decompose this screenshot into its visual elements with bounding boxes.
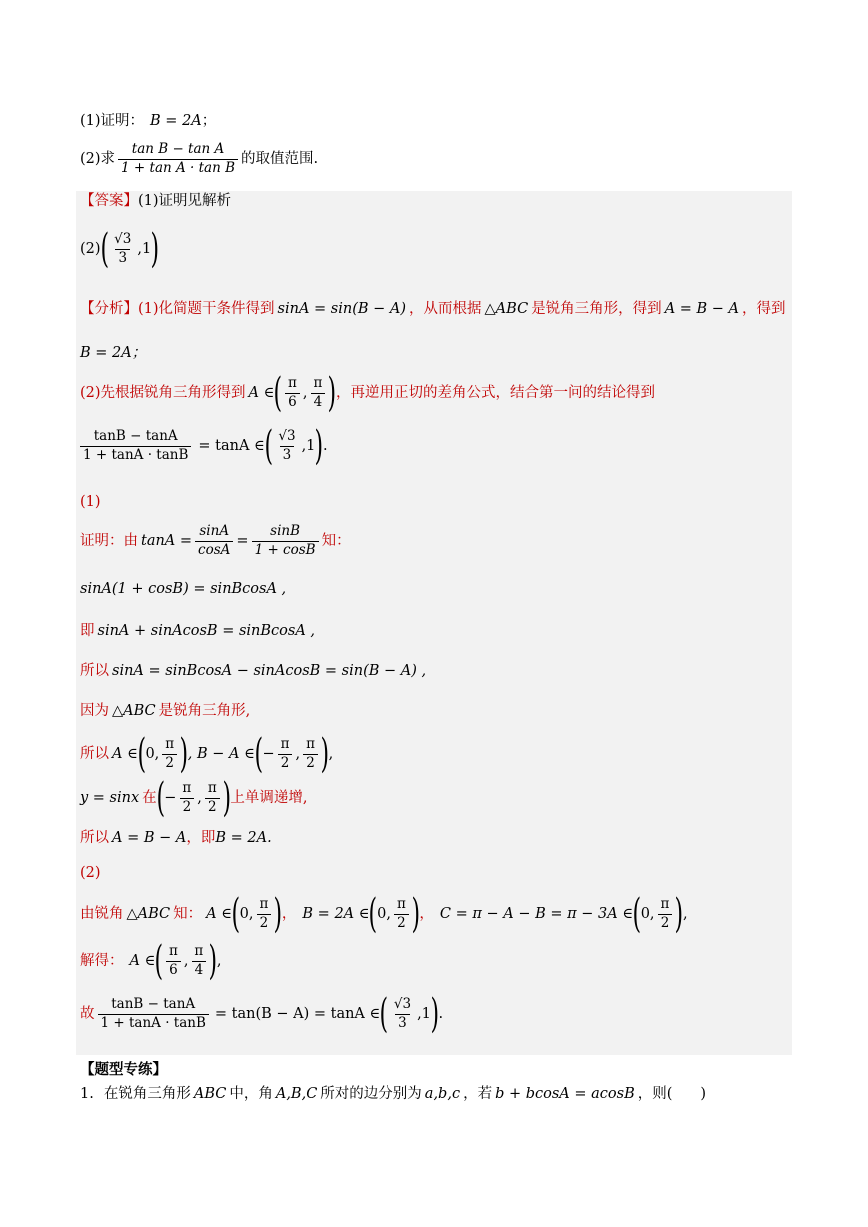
zero: 0,	[640, 905, 655, 922]
sol2-label	[80, 866, 101, 881]
q2-suffix: 的取值范围.	[241, 150, 319, 167]
analysis-eq: sinA = sin(B − A)	[277, 301, 407, 317]
interval-sqrt3: ( $\frac{√3}{3}$ ,1 )	[264, 423, 324, 469]
q1-suffix: ；	[201, 113, 217, 129]
minus: −	[262, 745, 275, 762]
analysis-line-3	[80, 370, 655, 416]
analysis-tag: 【分析】	[80, 301, 138, 317]
analysis-eq: A ∈	[248, 384, 275, 401]
sol-text: 即	[80, 623, 95, 639]
triangle-abc: △ABC	[112, 703, 156, 719]
pi: π	[660, 896, 670, 912]
zero: 0,	[145, 745, 160, 762]
sol-text: 知：	[173, 905, 203, 922]
numerator: tanB − tanA	[93, 428, 178, 444]
section-header: 【题型专练】	[80, 1062, 167, 1078]
zero: 0,	[377, 905, 391, 922]
sol1-line-7: y = sinx 在 ( − $\frac{\pi}{2}$ , $\frac{\pi}{2}$ ) 上单调递增,	[80, 775, 308, 821]
analysis-text: (2)先根据锐角三角形得到	[80, 384, 246, 401]
denominator: 3	[395, 1014, 410, 1031]
sol-eq: B = 2A.	[215, 830, 272, 846]
denominator: 2	[303, 754, 318, 771]
sol-eq: = tan(B − A) = tanA ∈	[214, 1005, 381, 1022]
sqrt: √3	[393, 996, 412, 1012]
pi: π	[287, 375, 297, 391]
denominator: 2	[180, 798, 195, 815]
pi: π	[306, 736, 315, 752]
sol2-line-2: 解得： A ∈ ( $\frac{\pi}{6}$ , $\frac{\pi}{4}$ ) ,	[80, 938, 222, 984]
sol-text: 所以	[80, 663, 109, 679]
part-label: (1)	[80, 494, 101, 510]
analysis-eq: = tanA ∈	[198, 437, 265, 454]
denominator: 4	[311, 393, 326, 410]
sol-eq: A ∈	[129, 952, 156, 969]
comma: ,	[683, 905, 688, 922]
sol-text: ，即	[186, 830, 216, 846]
sol1-line-3	[80, 624, 315, 639]
interval-tail: ,1	[301, 437, 316, 454]
denominator: 1 + cosB	[252, 541, 319, 558]
comma: ,	[328, 745, 334, 762]
sol-text: 在	[142, 789, 157, 806]
minus: −	[164, 789, 177, 806]
answer-den: 3	[115, 249, 130, 266]
sol-text: 解得：	[80, 952, 124, 969]
analysis-eq: B = 2A；	[80, 345, 147, 361]
q2-numerator: tan B − tan A	[131, 141, 225, 157]
sol-eq: C = π − A − B = π − 3A ∈	[439, 905, 634, 922]
answer-line-2	[80, 226, 160, 272]
sol1-label	[80, 495, 101, 510]
analysis-text: 是锐角三角形，得到	[531, 301, 662, 317]
sol-eq: sinA + sinAcosB = sinBcosA ,	[97, 623, 316, 639]
sol-eq: tanA =	[141, 532, 193, 549]
answer-line-1	[80, 194, 231, 209]
sol-text: 知：	[321, 532, 351, 549]
sol-text: 证明：由	[80, 532, 138, 549]
numerator: tanB − tanA	[111, 996, 196, 1012]
denominator: 2	[205, 798, 220, 815]
triangle-name: ABC	[193, 1086, 227, 1102]
answer-tag: 【答案】	[80, 193, 138, 209]
q2-fraction	[118, 143, 238, 175]
analysis-text: ，得到	[742, 301, 786, 317]
denominator: 1 + tanA · tanB	[80, 446, 191, 463]
period: .	[323, 437, 328, 454]
sol-text: 由锐角	[80, 905, 124, 922]
sol1-line-8	[80, 831, 272, 846]
numerator: sinA	[199, 523, 230, 539]
sol1-line-1: 证明：由 tanA = $\frac{\sin A}{\cos A}$ = $\frac{\sin B}{1 + \cos B}$ 知：	[80, 523, 351, 558]
denominator: cosA	[195, 541, 233, 558]
problem-text: 所对的边分别为	[320, 1086, 422, 1102]
sides: a,b,c	[424, 1086, 461, 1102]
analysis-text: (1)化简题干条件得到	[138, 301, 275, 317]
problem-text: 在锐角三角形	[103, 1086, 191, 1102]
answer-tail: ,1	[137, 240, 152, 257]
pi: π	[207, 780, 217, 796]
denominator: 1 + tanA · tanB	[98, 1014, 209, 1031]
sol-eq: B = 2A ∈	[302, 905, 370, 922]
denominator: 2	[162, 754, 177, 771]
analysis-eq: A = B − A	[664, 301, 740, 317]
pi: π	[165, 736, 175, 752]
q2-denominator: 1 + tan A · tan B	[118, 159, 238, 176]
problem-text: 中，角	[229, 1086, 273, 1102]
denominator: 6	[285, 393, 300, 410]
pi: π	[313, 375, 323, 391]
answer-sqrt: √3	[114, 231, 132, 247]
sol-eq: A = B − A	[112, 830, 187, 846]
sol2-line-1: 由锐角 △ABC 知： A ∈ ( 0, $\frac{\pi}{2}$ ) ， B = 2A ∈ ( 0, $\frac{\pi}{2}$ ) ， C = π − A − B = π − 3A ∈ ( 0, $\frac{\pi}{2}$ ) ,	[80, 891, 688, 937]
sol-text: 故	[80, 1005, 95, 1022]
denominator: 4	[192, 961, 207, 978]
sol-eq: y = sinx	[80, 789, 140, 806]
zero: 0,	[239, 905, 254, 922]
denominator: 2	[278, 754, 293, 771]
sqrt: √3	[278, 428, 296, 444]
q1-prefix: (1)证明：	[80, 113, 145, 129]
denominator: 2	[394, 914, 409, 931]
pi: π	[168, 943, 178, 959]
sol-text: 上单调递增,	[230, 789, 308, 806]
sol-text: 所以	[80, 745, 109, 762]
problem-text: ，若	[463, 1086, 493, 1102]
q1-equation: B = 2A	[150, 113, 202, 129]
analysis-line-4	[80, 423, 328, 469]
sol2-line-3: 故 $\frac{\tan B - \tan A}{1 + \tan A \cdot \tan B}$ = tan(B − A) = tanA ∈ ( $\frac{√3}{3}$ ,1 ) .	[80, 991, 444, 1037]
sol1-line-4	[80, 664, 426, 679]
practice-problem-1	[80, 1087, 706, 1102]
sol-text: 因为	[80, 703, 109, 719]
problem-number: 1.	[80, 1086, 94, 1102]
triangle-abc: △ABC	[484, 301, 529, 317]
sol-text: ，	[281, 905, 297, 922]
numerator: sinB	[270, 523, 301, 539]
analysis-line-2	[80, 346, 146, 361]
sol1-line-2	[80, 582, 286, 597]
denominator: 2	[257, 914, 272, 931]
answer-part1: (1)证明见解析	[138, 193, 232, 209]
denominator: 3	[280, 446, 295, 463]
answer-part2: (2)	[80, 240, 101, 257]
sol1-line-5	[80, 704, 250, 719]
sol1-line-6: 所以 A ∈ ( 0, $\frac{\pi}{2}$ ) , B − A ∈ ( − $\frac{\pi}{2}$ , $\frac{\pi}{2}$ ) ,	[80, 731, 334, 777]
sol-eq: sinA(1 + cosB) = sinBcosA ,	[80, 581, 287, 597]
analysis-text: ，再逆用正切的差角公式，结合第一问的结论得到	[335, 384, 655, 401]
pi: π	[194, 943, 204, 959]
pi: π	[396, 896, 406, 912]
triangle-abc: △ABC	[126, 905, 171, 922]
problem-text: ，则(	[637, 1086, 673, 1102]
sol-eq: , B − A ∈	[187, 745, 255, 762]
comma: ,	[216, 952, 222, 969]
analysis-text: ，从而根据	[409, 301, 482, 317]
problem-text: )	[700, 1086, 707, 1102]
angles: A,B,C	[275, 1086, 318, 1102]
denominator: 6	[166, 961, 181, 978]
pi: π	[259, 896, 269, 912]
part-label: (2)	[80, 865, 101, 881]
question-1	[80, 114, 216, 129]
sol-eq: A ∈	[112, 745, 138, 762]
question-2	[80, 143, 318, 175]
interval-tail: ,1	[417, 1005, 431, 1022]
interval-pi6-pi4: ( $\frac{\pi}{6}$ , $\frac{\pi}{4}$ )	[273, 370, 337, 416]
sol-eq: sinA = sinBcosA − sinAcosB = sin(B − A) ,	[112, 663, 427, 679]
answer-interval: ( $\frac{√3}{3}$ ,1 )	[100, 226, 160, 272]
pi: π	[182, 780, 192, 796]
sol-text: ，	[419, 905, 434, 922]
analysis-line-1	[80, 302, 786, 317]
period: .	[438, 1005, 444, 1022]
sol-text: 所以	[80, 830, 109, 846]
condition: b + bcosA = acosB	[495, 1086, 635, 1102]
sol-eq: A ∈	[206, 905, 232, 922]
pi: π	[280, 736, 290, 752]
denominator: 2	[658, 914, 673, 931]
sol-text: 是锐角三角形,	[158, 703, 251, 719]
q2-prefix: (2)求	[80, 150, 116, 167]
